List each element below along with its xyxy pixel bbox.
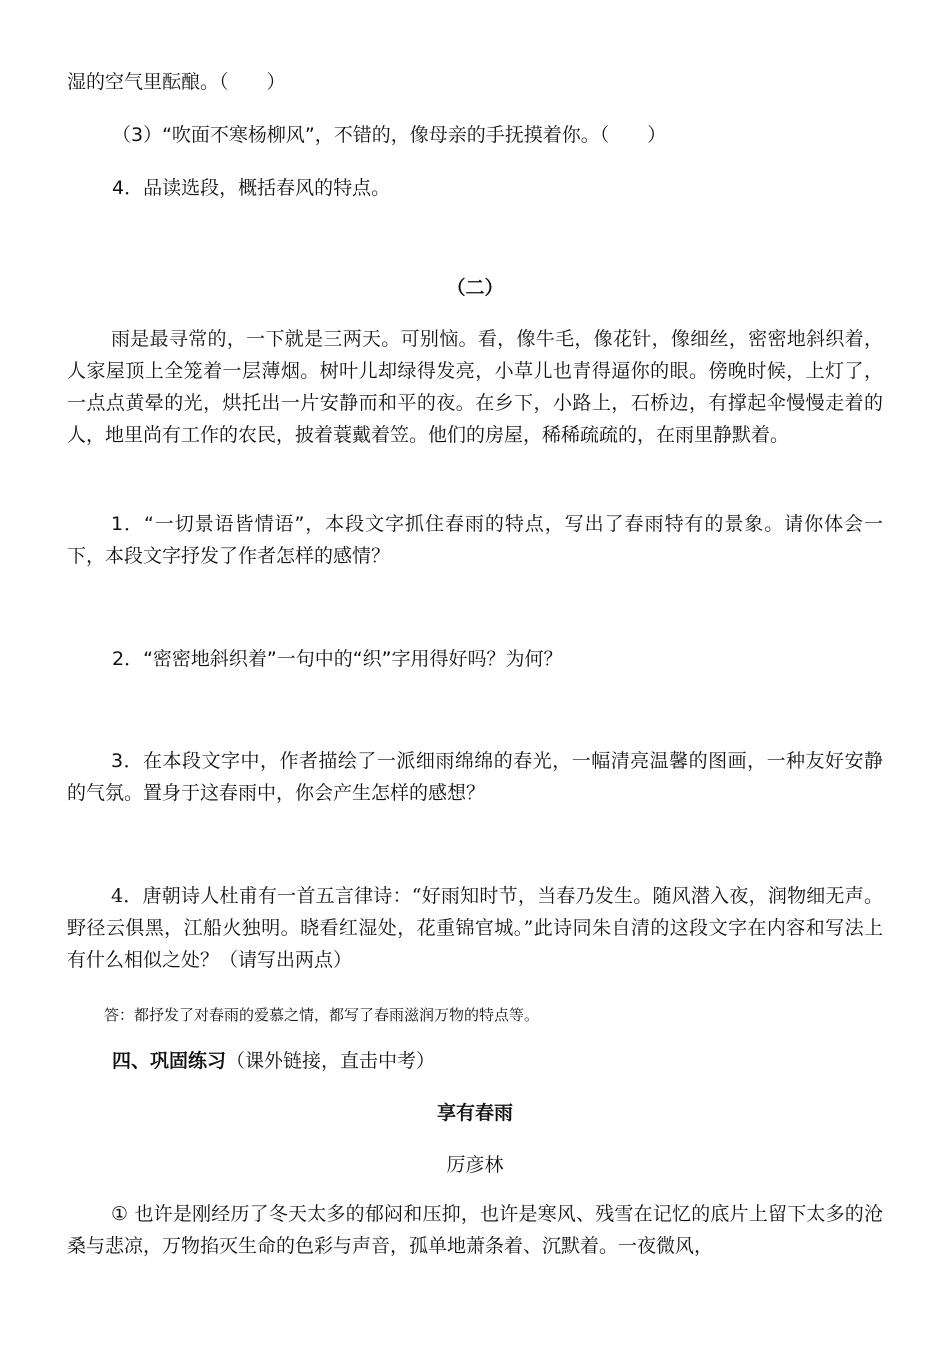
- section-4-label: 四、巩固练习: [112, 1050, 227, 1072]
- section-heading-4: [112, 1048, 435, 1074]
- article-paragraph-1: ① 也许是刚经历了冬天太多的郁闷和压抑，也许是寒风、残雪在记忆的底片上留下太多的沧桑与悲凉，万物掐灭生命的色彩与声音，孤单地萧条着、沉默着。一夜微风，: [67, 1203, 883, 1257]
- text-line: 湿的空气里酝酿。（ ）: [67, 71, 286, 93]
- section-4-subtitle: （课外链接，直击中考）: [226, 1050, 436, 1072]
- answer-text: 答：都抒发了对春雨的爱慕之情，都写了春雨滋润万物的特点等。: [104, 1006, 540, 1024]
- passage-paragraph: 雨是最寻常的，一下就是三两天。可别恼。看，像牛毛，像花针，像细丝，密密地斜织着，人家屋顶上全笼着一层薄烟。树叶儿却绿得发亮，小草儿也青得逼你的眼。傍晚时候，上灯了，一点点黄晕的光，烘托出一片安静而和平的夜。在乡下，小路上，石桥边，有撑起伞慢慢走着的人，地里尚有工作的农民，披着蓑戴着笠。他们的房屋，稀稀疏疏的，在雨里静默着。: [67, 328, 883, 446]
- question-3: （3）“吹面不寒杨柳风”，不错的，像母亲的手抚摸着你。（ ）: [112, 124, 667, 146]
- question-1: 1．“一切景语皆情语”，本段文字抓住春雨的特点，写出了春雨特有的景象。请你体会一下，本段文字抒发了作者怎样的感情？: [67, 513, 883, 567]
- question-3b: 3．在本段文字中，作者描绘了一派细雨绵绵的春光，一幅清亮温馨的图画，一种友好安静的气氛。置身于这春雨中，你会产生怎样的感想？: [67, 750, 883, 804]
- article-author: 厉彦林: [446, 1154, 504, 1176]
- question-4b: 4．唐朝诗人杜甫有一首五言律诗：“好雨知时节，当春乃发生。随风潜入夜，润物细无声。野径云俱黑，江船火独明。晓看红湿处，花重锦官城。”此诗同朱自清的这段文字在内容和写法上有什么相似之处？（请写出两点）: [67, 885, 883, 971]
- question-2: 2．“密密地斜织着”一句中的“织”字用得好吗？为何？: [112, 648, 563, 670]
- question-4: 4．品读选段，概括春风的特点。: [112, 177, 391, 199]
- article-title: 享有春雨: [436, 1102, 513, 1124]
- section-heading-2: （二）: [446, 277, 504, 299]
